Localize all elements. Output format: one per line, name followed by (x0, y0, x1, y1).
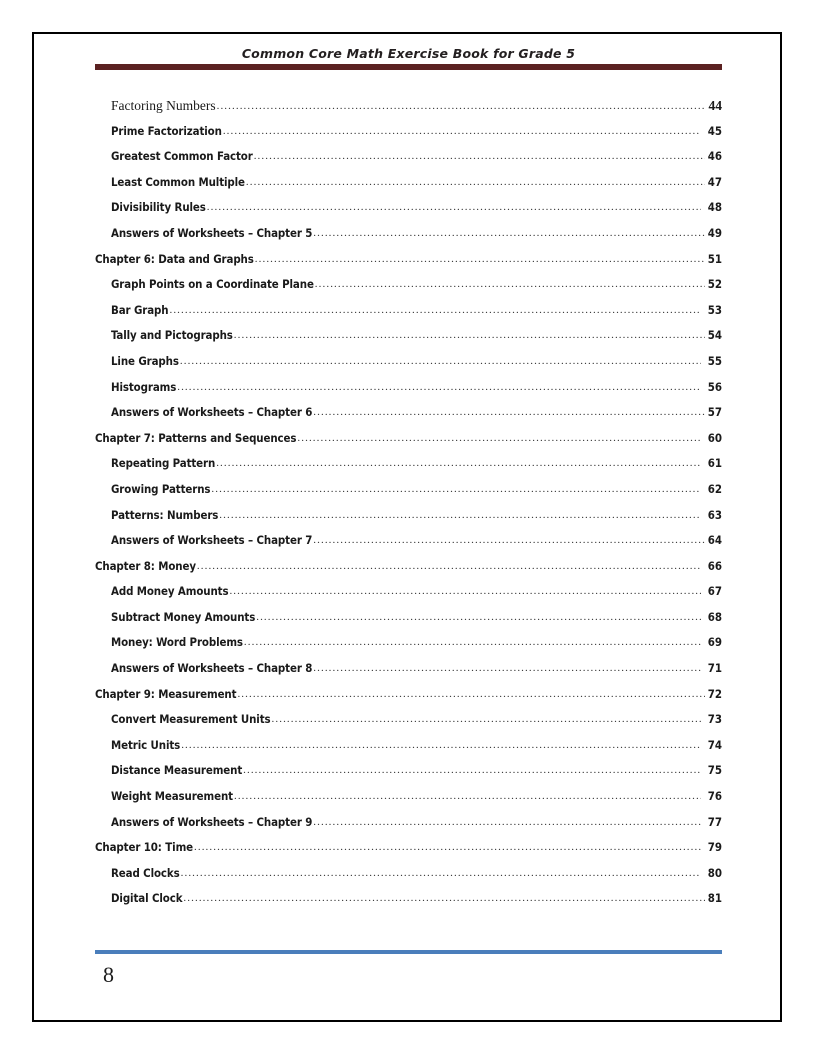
toc-entry[interactable] (95, 272, 722, 298)
toc-entry-label: Digital Clock (111, 891, 183, 906)
toc-leader-dots (217, 94, 705, 119)
toc-entry-label: Weight Measurement (111, 789, 233, 804)
toc-leader-dots (254, 144, 705, 170)
toc-entry-label: Metric Units (111, 737, 181, 752)
toc-entry-page-number: 75 (707, 763, 722, 778)
toc-entry-page-number: 66 (707, 558, 722, 573)
toc-entry-label: Bar Graph (111, 302, 169, 317)
toc-entry-page-number: 80 (707, 865, 722, 880)
toc-entry-page-number: 69 (707, 635, 722, 650)
toc-entry-label: Answers of Worksheets – Chapter 7 (111, 533, 313, 548)
toc-leader-dots (297, 426, 701, 452)
toc-entry[interactable] (95, 554, 722, 580)
toc-entry[interactable] (95, 758, 722, 784)
toc-leader-dots (234, 784, 701, 810)
toc-leader-dots (255, 247, 705, 273)
toc-entry-page-number: 44 (708, 98, 722, 113)
toc-entry-label: Add Money Amounts (111, 584, 229, 599)
toc-leader-dots (315, 272, 705, 298)
toc-leader-dots (197, 554, 701, 580)
toc-leader-dots (313, 221, 705, 247)
toc-entry-label: Money: Word Problems (111, 635, 243, 650)
toc-entry-page-number: 60 (707, 430, 722, 445)
toc-entry-page-number: 54 (707, 328, 722, 343)
toc-entry[interactable] (95, 323, 722, 349)
toc-entry-page-number: 71 (707, 661, 722, 676)
toc-leader-dots (256, 605, 701, 631)
toc-entry-page-number: 77 (707, 814, 722, 829)
toc-entry-page-number: 57 (707, 405, 722, 420)
toc-entry-label: Chapter 7: Patterns and Sequences (95, 430, 297, 445)
toc-entry-label: Graph Points on a Coordinate Plane (111, 277, 314, 292)
toc-entry-page-number: 52 (707, 277, 722, 292)
toc-entry-label: Line Graphs (111, 353, 179, 368)
toc-entry-label: Tally and Pictographs (111, 328, 233, 343)
toc-entry-page-number: 76 (707, 789, 722, 804)
toc-entry-label: Chapter 8: Money (95, 558, 196, 573)
toc-entry[interactable] (95, 835, 722, 861)
toc-entry[interactable] (95, 195, 722, 221)
table-of-contents (95, 93, 722, 912)
toc-entry[interactable] (95, 733, 722, 759)
toc-entry-label: Patterns: Numbers (111, 507, 219, 522)
toc-entry-label: Divisibility Rules (111, 200, 206, 215)
toc-entry[interactable] (95, 630, 722, 656)
toc-leader-dots (216, 451, 701, 477)
toc-entry-label: Least Common Multiple (111, 174, 245, 189)
toc-entry-page-number: 45 (707, 123, 722, 138)
toc-entry-label: Subtract Money Amounts (111, 609, 256, 624)
toc-entry[interactable] (95, 477, 722, 503)
toc-leader-dots (180, 349, 701, 375)
toc-entry-label: Answers of Worksheets – Chapter 6 (111, 405, 313, 420)
toc-leader-dots (183, 886, 705, 912)
toc-entry[interactable] (95, 119, 722, 145)
toc-entry[interactable] (95, 298, 722, 324)
toc-entry[interactable] (95, 707, 722, 733)
toc-leader-dots (272, 707, 701, 733)
toc-entry-label: Chapter 9: Measurement (95, 686, 237, 701)
toc-entry[interactable] (95, 886, 722, 912)
toc-entry-page-number: 47 (707, 174, 722, 189)
toc-leader-dots (313, 656, 701, 682)
document-footer (95, 950, 722, 990)
toc-entry[interactable] (95, 451, 722, 477)
toc-leader-dots (229, 579, 701, 605)
toc-entry-label: Convert Measurement Units (111, 712, 271, 727)
toc-leader-dots (177, 375, 701, 401)
toc-entry[interactable] (95, 144, 722, 170)
toc-entry-label: Chapter 10: Time (95, 840, 193, 855)
toc-entry[interactable] (95, 810, 722, 836)
toc-leader-dots (194, 835, 701, 861)
toc-leader-dots (246, 170, 705, 196)
toc-entry-page-number: 73 (707, 712, 722, 727)
toc-entry-page-number: 67 (707, 584, 722, 599)
toc-entry-page-number: 62 (707, 481, 722, 496)
toc-leader-dots (181, 861, 701, 887)
toc-entry-page-number: 81 (707, 891, 722, 906)
toc-entry[interactable] (95, 400, 722, 426)
toc-entry-label: Greatest Common Factor (111, 149, 253, 164)
toc-entry[interactable] (95, 861, 722, 887)
toc-entry-label: Growing Patterns (111, 481, 211, 496)
toc-entry[interactable] (95, 93, 722, 119)
toc-entry-label: Answers of Worksheets – Chapter 8 (111, 661, 313, 676)
toc-entry[interactable] (95, 579, 722, 605)
toc-entry[interactable] (95, 784, 722, 810)
toc-entry-page-number: 53 (707, 302, 722, 317)
toc-entry[interactable] (95, 221, 722, 247)
toc-entry-label: Histograms (111, 379, 177, 394)
toc-leader-dots (243, 758, 701, 784)
toc-entry-label: Chapter 6: Data and Graphs (95, 251, 254, 266)
toc-entry-page-number: 72 (707, 686, 722, 701)
toc-entry-page-number: 61 (707, 456, 722, 471)
toc-leader-dots (223, 119, 701, 145)
toc-entry-page-number: 56 (707, 379, 722, 394)
toc-entry[interactable] (95, 349, 722, 375)
toc-leader-dots (211, 477, 701, 503)
toc-entry-label: Repeating Pattern (111, 456, 216, 471)
toc-entry-label: Factoring Numbers (111, 98, 216, 113)
toc-entry-page-number: 64 (707, 533, 722, 548)
toc-leader-dots (169, 298, 701, 324)
document-header (95, 46, 722, 70)
page-number: 8 (103, 962, 114, 987)
toc-leader-dots (244, 630, 701, 656)
toc-entry-page-number: 55 (707, 353, 722, 368)
toc-leader-dots (313, 810, 701, 836)
toc-entry-page-number: 63 (707, 507, 722, 522)
toc-entry-page-number: 51 (707, 251, 722, 266)
toc-entry-label: Distance Measurement (111, 763, 243, 778)
toc-entry-label: Answers of Worksheets – Chapter 5 (111, 225, 313, 240)
toc-entry[interactable] (95, 605, 722, 631)
toc-leader-dots (219, 503, 701, 529)
toc-leader-dots (237, 682, 705, 708)
toc-entry[interactable] (95, 375, 722, 401)
toc-entry[interactable] (95, 656, 722, 682)
toc-entry-page-number: 49 (707, 225, 722, 240)
footer-rule (95, 950, 722, 954)
toc-entry-label: Read Clocks (111, 865, 180, 880)
toc-entry-label: Prime Factorization (111, 123, 222, 138)
toc-entry[interactable] (95, 503, 722, 529)
toc-entry-page-number: 46 (707, 149, 722, 164)
toc-entry[interactable] (95, 170, 722, 196)
toc-leader-dots (313, 400, 705, 426)
toc-entry-label: Answers of Worksheets – Chapter 9 (111, 814, 313, 829)
toc-leader-dots (234, 323, 705, 349)
toc-entry-page-number: 74 (707, 737, 722, 752)
toc-entry-page-number: 79 (707, 840, 722, 855)
toc-entry[interactable] (95, 682, 722, 708)
toc-entry-page-number: 68 (707, 609, 722, 624)
toc-leader-dots (207, 195, 701, 221)
toc-entry[interactable] (95, 247, 722, 273)
toc-entry[interactable] (95, 528, 722, 554)
toc-leader-dots (313, 528, 705, 554)
toc-entry-page-number: 48 (707, 200, 722, 215)
header-rule (95, 64, 722, 70)
toc-leader-dots (181, 733, 701, 759)
toc-entry[interactable] (95, 426, 722, 452)
running-header-title: Common Core Math Exercise Book for Grade 5 (241, 46, 576, 61)
